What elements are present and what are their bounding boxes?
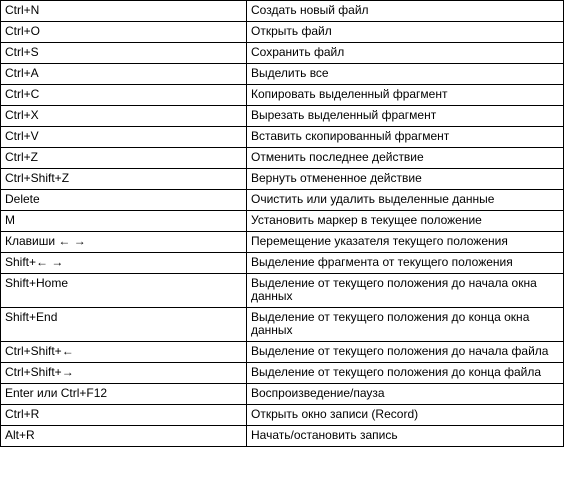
- table-row: [1, 274, 564, 308]
- shortcut-key-cell: Ctrl+O: [1, 22, 247, 43]
- table-row: [1, 190, 564, 211]
- shortcut-description-cell: Создать новый файл: [247, 1, 564, 22]
- shortcut-description-cell: Вырезать выделенный фрагмент: [247, 106, 564, 127]
- shortcut-key-cell: Ctrl+X: [1, 106, 247, 127]
- shortcut-key-cell: Ctrl+Shift+Z: [1, 169, 247, 190]
- shortcut-description-cell: Очистить или удалить выделенные данные: [247, 190, 564, 211]
- shortcut-description-cell: Выделение от текущего положения до начала окна данных: [247, 274, 564, 308]
- shortcut-description-cell: Выделение фрагмента от текущего положения: [247, 253, 564, 274]
- shortcut-key-cell: Клавиши ← →: [1, 232, 247, 253]
- shortcut-key-cell: Ctrl+N: [1, 1, 247, 22]
- table-row: [1, 64, 564, 85]
- shortcut-description-cell: Открыть файл: [247, 22, 564, 43]
- table-row: [1, 426, 564, 447]
- shortcut-key-cell: M: [1, 211, 247, 232]
- shortcut-description-cell: Вернуть отмененное действие: [247, 169, 564, 190]
- shortcut-key-cell: Ctrl+Z: [1, 148, 247, 169]
- table-row: [1, 106, 564, 127]
- table-row: [1, 253, 564, 274]
- shortcut-description-cell: Выделить все: [247, 64, 564, 85]
- shortcut-key-cell: Ctrl+Shift+→: [1, 363, 247, 384]
- shortcut-key-cell: Shift+End: [1, 308, 247, 342]
- shortcut-key-cell: Delete: [1, 190, 247, 211]
- shortcut-description-cell: Перемещение указателя текущего положения: [247, 232, 564, 253]
- table-row: [1, 211, 564, 232]
- shortcut-key-cell: Shift+← →: [1, 253, 247, 274]
- shortcut-description-cell: Сохранить файл: [247, 43, 564, 64]
- shortcut-key-cell: Ctrl+Shift+←: [1, 342, 247, 363]
- table-row: [1, 308, 564, 342]
- shortcut-key-cell: Ctrl+C: [1, 85, 247, 106]
- table-row: [1, 342, 564, 363]
- shortcut-description-cell: Выделение от текущего положения до конца окна данных: [247, 308, 564, 342]
- shortcut-description-cell: Вставить скопированный фрагмент: [247, 127, 564, 148]
- shortcut-description-cell: Отменить последнее действие: [247, 148, 564, 169]
- shortcut-description-cell: Установить маркер в текущее положение: [247, 211, 564, 232]
- table-row: [1, 363, 564, 384]
- table-row: [1, 1, 564, 22]
- table-row: [1, 384, 564, 405]
- table-row: [1, 148, 564, 169]
- shortcut-description-cell: Выделение от текущего положения до начала файла: [247, 342, 564, 363]
- shortcut-key-cell: Ctrl+S: [1, 43, 247, 64]
- table-row: [1, 127, 564, 148]
- shortcut-description-cell: Воспроизведение/пауза: [247, 384, 564, 405]
- table-row: [1, 22, 564, 43]
- shortcut-key-cell: Alt+R: [1, 426, 247, 447]
- table-row: [1, 43, 564, 64]
- shortcut-table-body: [1, 1, 564, 447]
- table-row: [1, 232, 564, 253]
- shortcut-description-cell: Начать/остановить запись: [247, 426, 564, 447]
- shortcut-description-cell: Выделение от текущего положения до конца файла: [247, 363, 564, 384]
- table-row: [1, 405, 564, 426]
- shortcut-description-cell: Открыть окно записи (Record): [247, 405, 564, 426]
- shortcut-key-cell: Shift+Home: [1, 274, 247, 308]
- shortcut-description-cell: Копировать выделенный фрагмент: [247, 85, 564, 106]
- shortcut-key-cell: Ctrl+V: [1, 127, 247, 148]
- shortcut-key-cell: Ctrl+A: [1, 64, 247, 85]
- shortcut-key-cell: Enter или Ctrl+F12: [1, 384, 247, 405]
- shortcut-key-cell: Ctrl+R: [1, 405, 247, 426]
- table-row: [1, 85, 564, 106]
- table-row: [1, 169, 564, 190]
